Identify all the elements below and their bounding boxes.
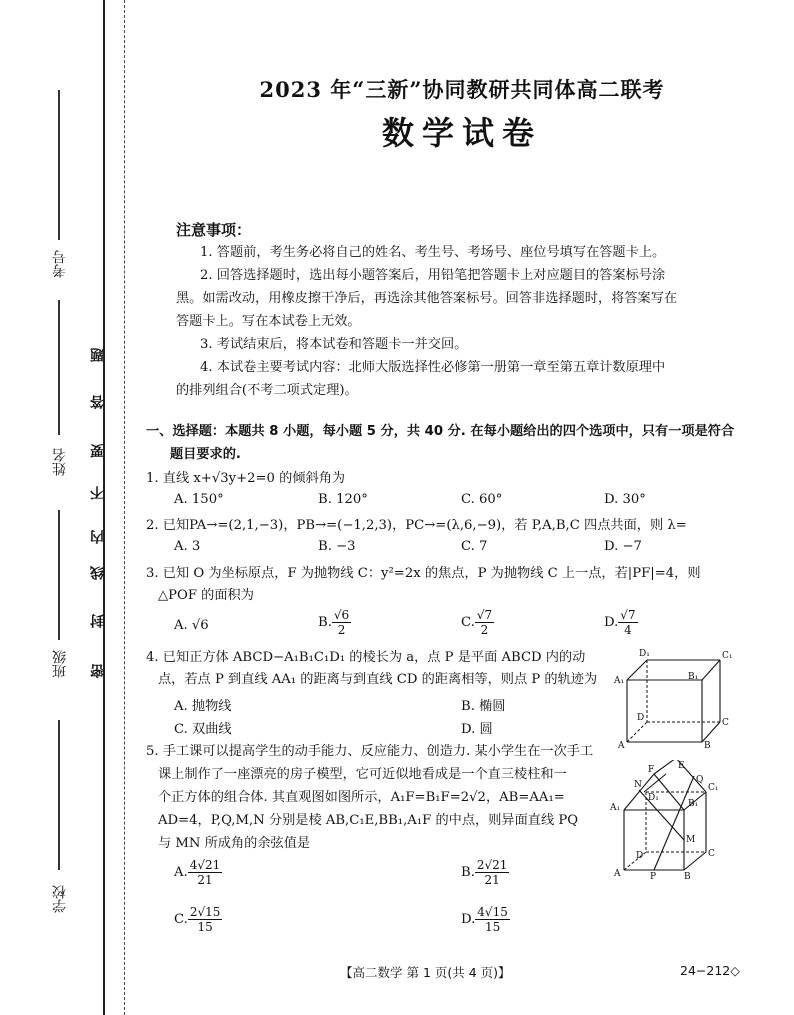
notes-heading: 注意事项： [176, 221, 252, 239]
q5-option-d: D. $\frac{4√15}{15}$ [461, 905, 508, 934]
q1-option-b: B. 120° [318, 492, 368, 507]
label-c: C [708, 849, 715, 859]
label-f: F [648, 765, 655, 775]
q5-option-b: B. $\frac{2√21}{21}$ [461, 858, 508, 887]
q5-stem-cont: 与 MN 所成角的余弦值是 [158, 836, 311, 851]
q4-option-b: B. 椭圆 [461, 699, 506, 714]
class-blank [58, 510, 60, 640]
label-d1: D₁ [648, 793, 659, 803]
label-d: D [637, 713, 645, 723]
page-footer: 【高二数学 第 1 页(共 4 页)】 [340, 965, 511, 980]
note-line: 答题卡上。写在本试卷上无效。 [176, 314, 361, 329]
school-blank [58, 720, 60, 870]
note-line: 的排列组合(不考二项式定理)。 [176, 383, 358, 398]
q1-option-a: A. 150° [174, 492, 224, 507]
label-b1: B₁ [688, 672, 699, 682]
binding-dashed-line [124, 0, 125, 1015]
exam-no-label: 考号 [52, 250, 68, 278]
q4-stem: 4. 已知正方体 ABCD−A₁B₁C₁D₁ 的棱长为 a，点 P 是平面 ABCD 内的动 [146, 650, 586, 665]
q3-option-d: D. $\frac{√7}{4}$ [604, 608, 636, 637]
note-line: 4. 本试卷主要考试内容：北师大版选择性必修第一册第一章至第五章计数原理中 [200, 360, 666, 375]
q2-option-a: A. 3 [174, 539, 201, 554]
label-b1: B₁ [688, 799, 699, 809]
paper-code: 24−212◇ [680, 963, 740, 978]
seal-char: 答 [90, 395, 106, 409]
note-line: 黑。如需改动，用橡皮擦干净后，再选涂其他答案标号。回答非选择题时，将答案写在 [176, 291, 678, 306]
q3-stem-cont: △POF 的面积为 [158, 588, 254, 603]
label-e: E [678, 761, 685, 771]
seal-char: 密 [90, 664, 106, 678]
q2-option-b: B. −3 [318, 539, 356, 554]
note-line: 2. 回答选择题时，选出每小题答案后，用铅笔把答题卡上对应题目的答案标号涂 [200, 268, 666, 283]
label-q: Q [696, 775, 704, 785]
q5-option-c: C. $\frac{2√15}{15}$ [174, 905, 221, 934]
label-a1: A₁ [610, 803, 621, 813]
label-d1: D₁ [639, 649, 650, 659]
label-b: B [704, 741, 711, 750]
q3-option-b: B. $\frac{√6}{2}$ [318, 608, 350, 637]
seal-char: 不 [90, 486, 106, 500]
note-line: 1. 答题前，考生务必将自己的姓名、考生号、考场号、座位号填写在答题卡上。 [200, 245, 666, 260]
label-m: M [686, 835, 696, 845]
school-label: 学校 [52, 885, 68, 913]
q2-option-d: D. −7 [604, 539, 642, 554]
q5-stem-cont: 个正方体的组合体. 其直观图如图所示，A₁F=B₁F=2√2，AB=AA₁= [158, 790, 565, 805]
q5-stem-cont: 课上制作了一座漂亮的房子模型，它可近似地看成是一个直三棱柱和一 [158, 767, 567, 782]
q1-option-c: C. 60° [461, 492, 503, 507]
q4-option-d: D. 圆 [461, 722, 493, 737]
house-figure [604, 760, 734, 880]
name-label: 姓名 [52, 448, 68, 476]
class-label: 班级 [52, 650, 68, 678]
label-p: P [650, 872, 657, 880]
label-n: N [634, 780, 642, 790]
exam-no-blank [58, 90, 60, 240]
q1-option-d: D. 30° [604, 492, 646, 507]
q3-stem: 3. 已知 O 为坐标原点，F 为抛物线 C：y²=2x 的焦点，P 为抛物线 C 上一点，若|PF|=4，则 [146, 566, 701, 581]
label-c: C [722, 718, 729, 728]
label-c1: C₁ [722, 651, 732, 661]
label-a: A [618, 741, 625, 750]
cube-figure [612, 645, 732, 750]
name-blank [58, 300, 60, 435]
seal-char: 线 [90, 566, 106, 580]
seal-char: 内 [90, 530, 106, 544]
q2-stem: 2. 已知PA→=(2,1,−3)，PB→=(−1,2,3)，PC→=(λ,6,−9)，若 P,A,B,C 四点共面，则 λ= [146, 518, 687, 533]
q4-option-a: A. 抛物线 [174, 699, 232, 714]
label-b: B [684, 872, 691, 880]
note-line: 3. 考试结束后，将本试卷和答题卡一并交回。 [200, 337, 468, 352]
seal-char: 要 [90, 444, 106, 458]
q5-stem-cont: AD=4，P,Q,M,N 分别是棱 AB,C₁E,BB₁,A₁F 的中点，则异面直线 PQ [158, 813, 579, 828]
label-c1: C₁ [708, 783, 719, 793]
q5-stem: 5. 手工课可以提高学生的动手能力、反应能力、创造力. 某小学生在一次手工 [146, 744, 594, 759]
binding-solid-line [103, 0, 105, 1015]
exam-title: 2023 年“三新”协同教研共同体高二联考 [259, 77, 665, 102]
seal-char: 题 [90, 348, 106, 362]
section-heading-cont: 题目要求的. [170, 447, 241, 462]
label-a: A [614, 869, 621, 879]
subject-title: 数学试卷 [381, 114, 542, 152]
q3-option-c: C. $\frac{√7}{2}$ [461, 608, 493, 637]
q5-option-a: A. $\frac{4√21}{21}$ [174, 858, 221, 887]
q4-option-c: C. 双曲线 [174, 722, 232, 737]
q2-option-c: C. 7 [461, 539, 488, 554]
label-a1: A₁ [614, 676, 625, 686]
q4-stem-cont: 点，若点 P 到直线 AA₁ 的距离与到直线 CD 的距离相等，则点 P 的轨迹为 [158, 672, 598, 687]
q3-option-a: A. √6 [174, 618, 209, 633]
label-d: D [636, 851, 644, 861]
q1-stem: 1. 直线 x+√3y+2=0 的倾斜角为 [146, 471, 346, 486]
section-heading: 一、选择题：本题共 8 小题，每小题 5 分，共 40 分. 在每小题给出的四个选项中，只有一项是符合 [146, 424, 735, 439]
seal-char: 封 [90, 614, 106, 628]
